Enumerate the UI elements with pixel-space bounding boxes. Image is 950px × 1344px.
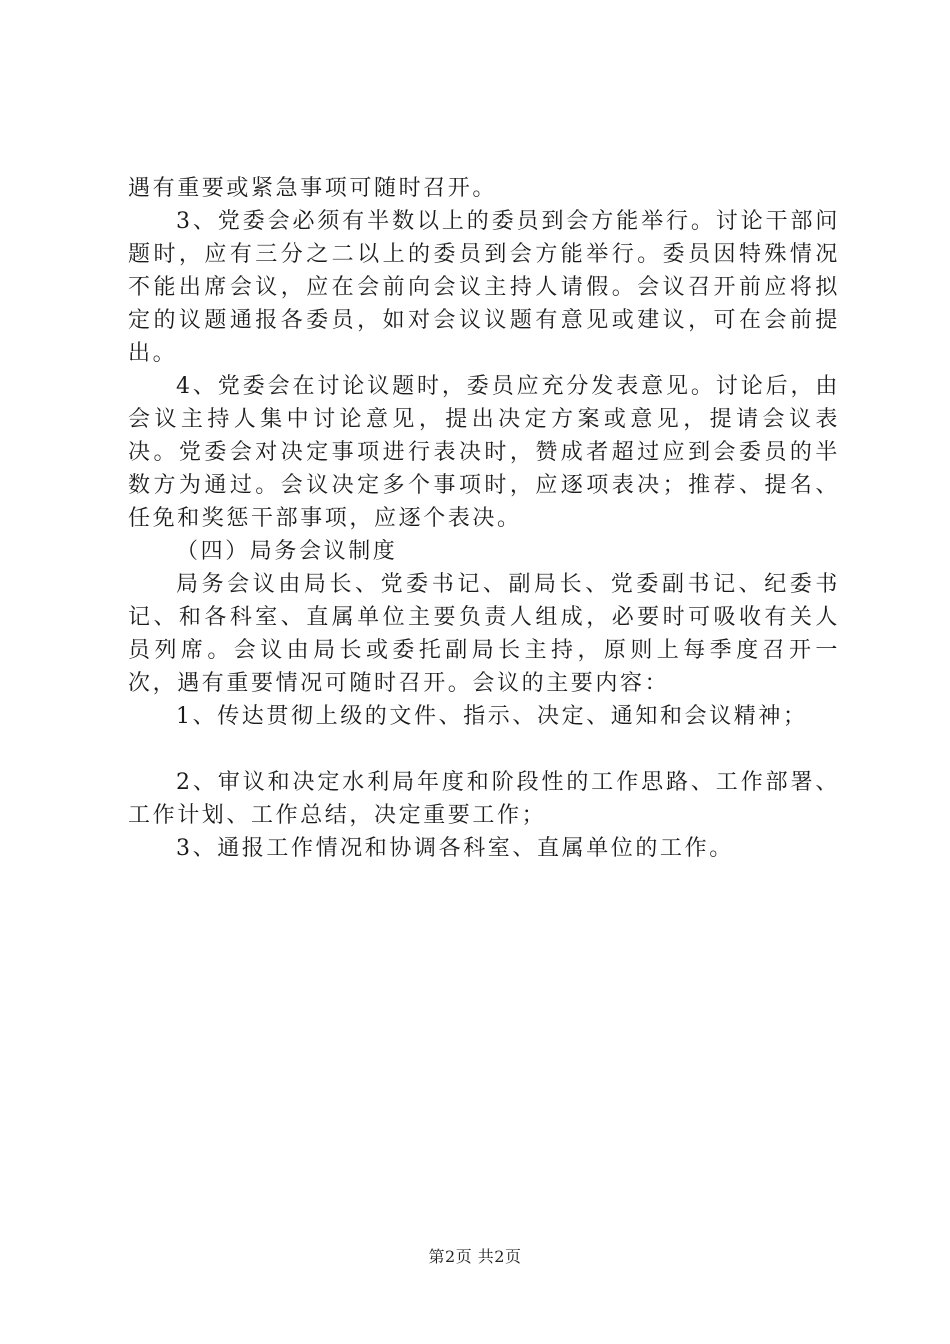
list-item-1: 1、传达贯彻上级的文件、指示、决定、通知和会议精神； [176,704,808,729]
paragraph-continuation: 遇有重要或紧急事项可随时召开。 [128,176,498,201]
list-item-2: 2、审议和决定水利局年度和阶段性的工作思路、工作部署、工作计划、工作总结，决定重要工作； [128,770,840,828]
list-item-3: 3、通报工作情况和协调各科室、直属单位的工作。 [176,836,734,861]
page-number-footer: 第2页 共2页 [428,1247,522,1266]
paragraph-bureau-meeting-composition: 局务会议由局长、党委书记、副局长、党委副书记、纪委书记、和各科室、直属单位主要负责人组成，必要时可吸收有关人员列席。会议由局长或委托副局长主持，原则上每季度召开一次，遇有重要情况可随时召开。会议的主要内容： [128,572,840,696]
section-heading-bureau-meeting: （四）局务会议制度 [176,539,398,564]
paragraph-item-4-voting: 4、党委会在讨论议题时，委员应充分发表意见。讨论后，由会议主持人集中讨论意见，提出决定方案或意见，提请会议表决。党委会对决定事项进行表决时，赞成者超过应到会委员的半数方为通过。会议决定多个事项时，应逐项表决；推荐、提名、任免和奖惩干部事项，应逐个表决。 [128,374,840,531]
paragraph-item-3-quorum: 3、党委会必须有半数以上的委员到会方能举行。讨论干部问题时，应有三分之二以上的委员到会方能举行。委员因特殊情况不能出席会议，应在会前向会议主持人请假。会议召开前应将拟定的议题通报各委员，如对会议议题有意见或建议，可在会前提出。 [128,209,840,366]
document-body [128,172,840,865]
blank-line [128,733,840,766]
